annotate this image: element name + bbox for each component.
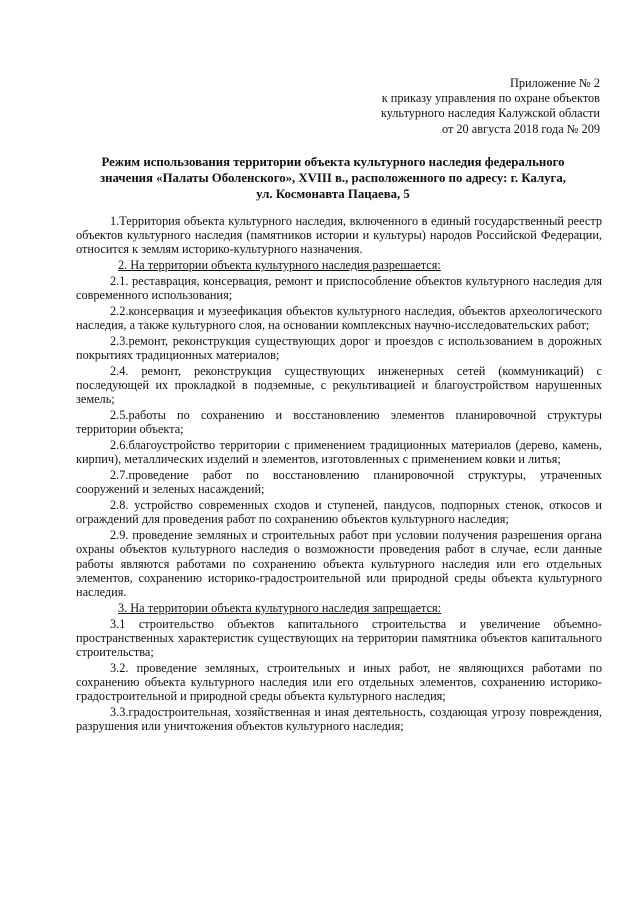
clause-2-4: 2.4. ремонт, реконструкция существующих инженерных сетей (коммуникаций) с последующей их прокладкой в подземные, с рекультивацией и благоустройством нарушенных земель; xyxy=(76,364,602,407)
title-line-1: Режим использования территории объекта культурного наследия федерального xyxy=(101,155,565,169)
clause-3-1: 3.1 строительство объектов капитального строительства и увеличение объемно-пространственных характеристик существующих на территории памятника объектов капитального строительства; xyxy=(76,616,602,660)
document-body xyxy=(76,214,602,735)
clause-2-1: 2.1. реставрация, консервация, ремонт и приспособление объектов культурного наследия для современного использования; xyxy=(76,274,602,303)
appendix-date-line: от 20 августа 2018 года № 209 xyxy=(441,121,600,136)
title-line-3: ул. Космонавта Пацаева, 5 xyxy=(256,187,410,201)
section-3-heading: 3. На территории объекта культурного наследия запрещается: xyxy=(118,600,442,615)
clause-2-8: 2.8. устройство современных сходов и ступеней, пандусов, подпорных стенок, откосов и ограждений для проведения работ по сохранению объектов культурного наследия; xyxy=(76,498,602,527)
appendix-authority-line: культурного наследия Калужской области xyxy=(380,106,600,121)
clause-2-9: 2.9. проведение земляных и строительных работ при условии получения разрешения органа охраны объектов культурного наследия о возможности проведения работ в случае, если данные работы являются работами по сохранению объекта культурного наследия или его отдельных элементов, сохранению историко-градостроительной или природной среды объекта культурного наследия. xyxy=(76,528,602,600)
title-line-2: значения «Палаты Оболенского», XVIII в., расположенного по адресу: г. Калуга, xyxy=(100,171,566,185)
appendix-reference xyxy=(300,76,600,137)
clause-2-2: 2.2.консервация и музеефикация объектов культурного наследия, объектов археологического наследия, а также культурного слоя, на основании комплексных научно-исследовательских работ; xyxy=(76,304,602,333)
section-2-heading: 2. На территории объекта культурного наследия разрешается: xyxy=(118,258,441,273)
clause-2-6: 2.6.благоустройство территории с применением традиционных материалов (дерево, камень, кирпич), металлических изделий и элементов, изготовленных с применением ковки и литья; xyxy=(76,438,602,467)
appendix-number: Приложение № 2 xyxy=(509,76,600,90)
appendix-order-line: к приказу управления по охране объектов xyxy=(381,91,600,106)
document-title xyxy=(40,154,626,202)
section-1-paragraph: 1.Территория объекта культурного наследия, включенного в единый государственный реестр объектов культурного наследия (памятников истории и культуры) народов Российской Федерации, относится к землям историко-культурного назначения. xyxy=(76,214,602,257)
clause-3-3: 3.3.градостроительная, хозяйственная и иная деятельность, создающая угрозу повреждения, разрушения или уничтожения объектов культурного наследия; xyxy=(76,705,602,734)
clause-3-2: 3.2. проведение земляных, строительных и иных работ, не являющихся работами по сохранению объекта культурного наследия или его отдельных элементов, сохранению историко-градостроительной и природной среды объекта культурного наследия; xyxy=(76,660,602,704)
clause-2-7: 2.7.проведение работ по восстановлению планировочной структуры, утраченных сооружений и зеленых насаждений; xyxy=(76,468,602,497)
clause-2-5: 2.5.работы по сохранению и восстановлению элементов планировочной структуры территории объекта; xyxy=(76,408,602,437)
clause-2-3: 2.3.ремонт, реконструкция существующих дорог и проездов с использованием в дорожных покрытиях традиционных материалов; xyxy=(76,334,602,363)
